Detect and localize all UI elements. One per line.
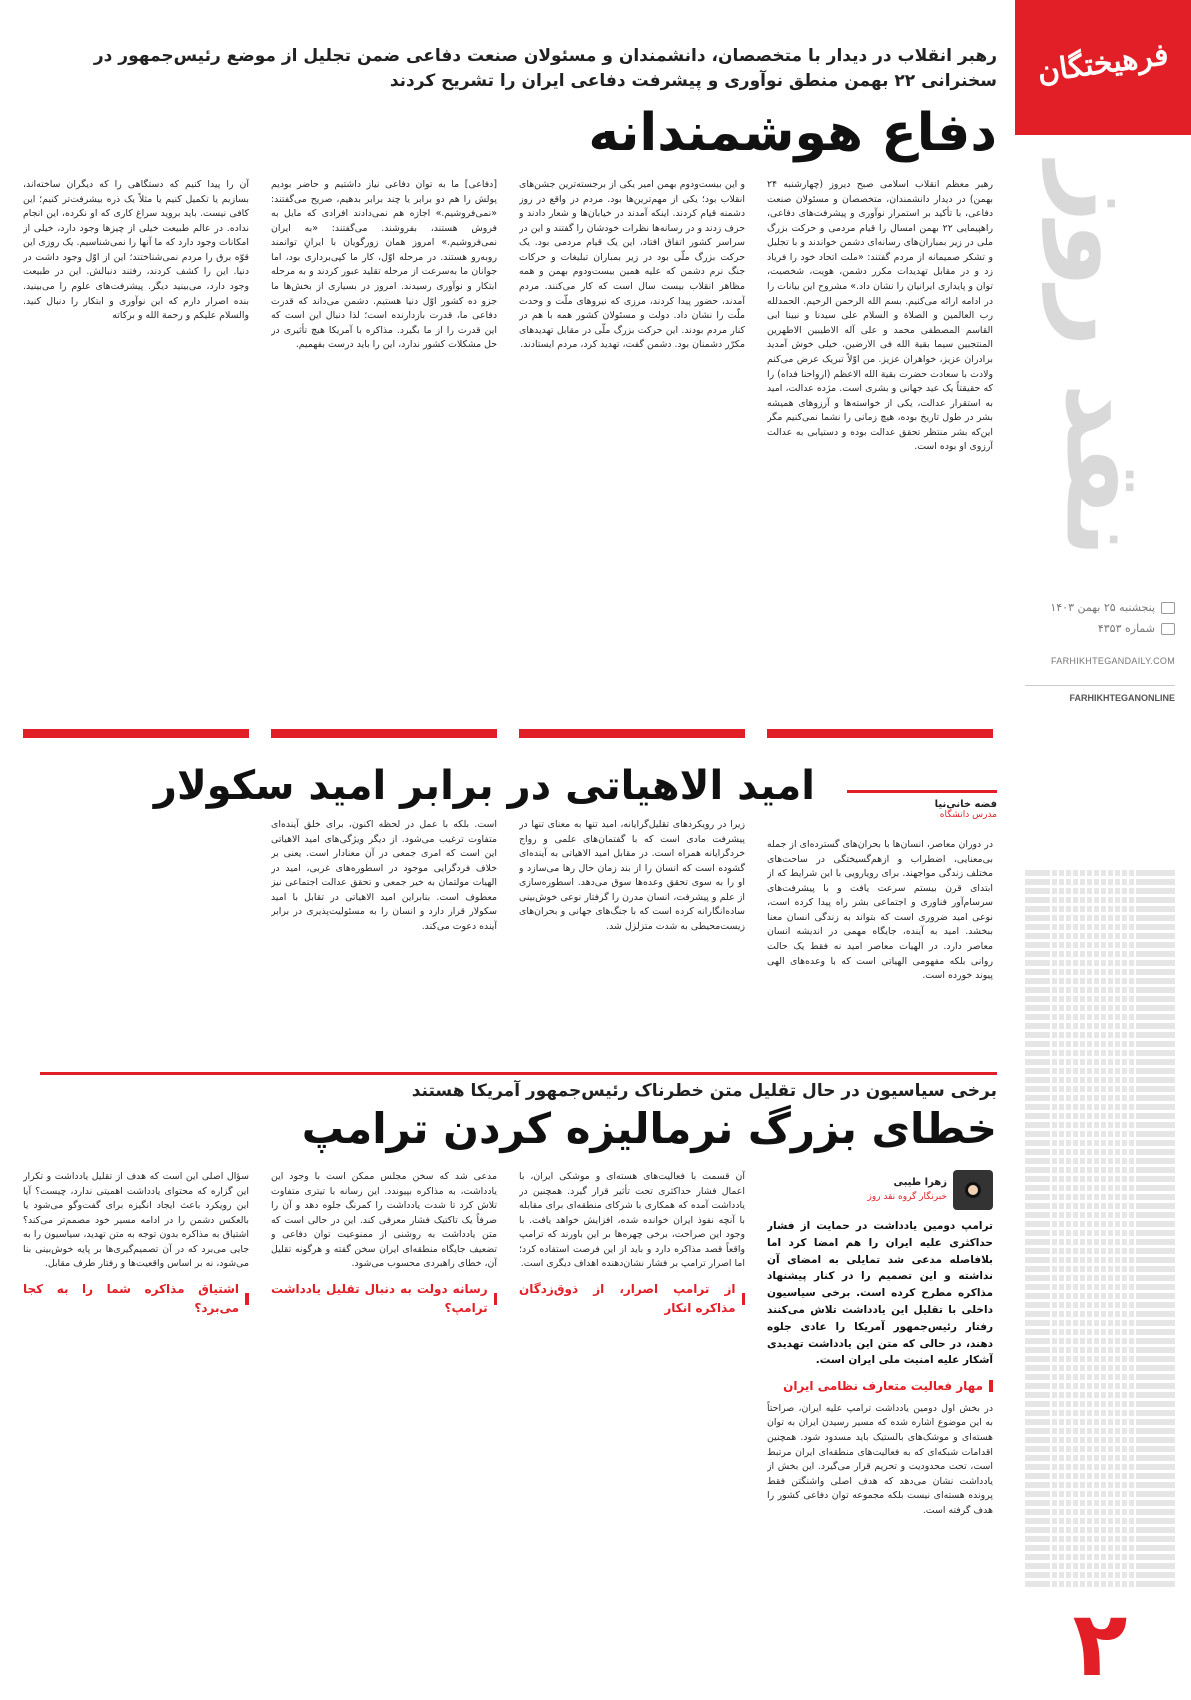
article1-column — [23, 178, 249, 738]
article3-subhead: اشتیاق مذاکره شما را به کجا می‌برد؟ — [23, 1280, 249, 1317]
article1-column — [767, 178, 993, 738]
decorative-stripes — [1025, 870, 1175, 1590]
article1-column — [519, 178, 745, 738]
article3-author-name: زهرا طیبی — [893, 1177, 947, 1189]
article3-column — [23, 1170, 249, 1690]
article3-column — [767, 1170, 993, 1690]
article1-text: آن را پیدا کنیم که دستگاهی را که دیگران ساخته‌اند، بسازیم یا تکمیل کنیم یا مثلاً یک ذره بیشرفت‌تر کنیم؛ این کافی نیست. باید بروید سراغ کاری که او نکرده، این انجام نداده. در عالم طبیعت خیلی از چیزها وجود دارد، خیلی از امکانات وجود دارد که ما آنها را نمی‌شناسیم. یک روزی این قوّه برق را مردم نمی‌شناختند؛ این از اوّل وجود داشت در دنیا. این را کشف کردند، رفتند دنبالش. این در طبیعت وجود دارد، می‌بینید دیگر. پیشرفت‌های علوم را می‌بینید. بنده اصرار دارم که این نوآوری و ابتکار را دنبال کنید. والسلام علیکم و رحمة الله و برکاته — [23, 179, 249, 322]
article2-author-name: فضه خانی‌نیا — [934, 799, 997, 810]
page-number-box — [1025, 1590, 1175, 1700]
column-bar — [767, 729, 993, 738]
article1-text: [دفاعی] ما به توان دفاعی نیاز داشتیم و حاضر بودیم پولش را هم دو برابر یا چند برابر بدهیم، صریح می‌گفتند: «نمی‌فروشیم.» اجازه هم نمی‌دادند افرادی که مایل به فروش هستند، بفروشند. می‌گفتند: «به ایران نمی‌فروشیم.» امروز همان زورگویان با ایرانِ توانمند روبه‌رو هستند. در مرحله اوّل، کار ما کپی‌برداری بود، اما جوانان ما به‌سرعت از مرحله تقلید عبور کردند و به مرحله ابتکار و نوآوری رسیدند. امروز در بسیاری از بخش‌ها ما جزو ده کشور اوّل دنیا هستیم. دشمن می‌داند که قدرت دفاعی ما، قدرت بازدارنده است؛ لذا دنبال این است که این قدرت را از ما بگیرد. مذاکره با آمریکا هیچ تأثیری در حل مشکلات کشور ندارد، این را باید درست بفهمیم. — [271, 179, 497, 351]
article3-subhead: مهار فعالیت متعارف نظامی ایران — [767, 1377, 993, 1396]
newspaper-logo: فرهیختگان — [1035, 36, 1171, 91]
article3-subhead: رسانه دولت به دنبال تقلیل یادداشت ترامپ؟ — [271, 1280, 497, 1317]
column-bar — [23, 729, 249, 738]
section-title — [1025, 150, 1181, 570]
issue-date: پنجشنبه ۲۵ بهمن ۱۴۰۳ — [1050, 601, 1155, 614]
article3-text: در بخش اول دومین یادداشت ترامپ علیه ایران، صراحتاً به این موضوع اشاره شده که مسیر رسیدن ایران به توان هسته‌ای و موشک‌های بالستیک باید مسدود شود. همچنین اقدامات شبکه‌ای که به فعالیت‌های منطقه‌ای ایران مرتبط است، تحت محدودیت و تحریم قرار می‌گیرد. این بخش از یادداشت نشان می‌دهد که هدف اصلی واشنگتن فقط پرونده هسته‌ای نیست بلکه مجموعه توان دفاعی کشور را هدف گرفته است. — [767, 1402, 993, 1516]
article1-headline: دفاع هوشمندانه — [588, 103, 997, 163]
article3-column — [271, 1170, 497, 1690]
article3-text: آن قسمت با فعالیت‌های هسته‌ای و موشکی ایران، با اعمال فشار حداکثری تحت تأثیر قرار گیرد. همچنین در یادداشت آمده که همکاری با شرکای منطقه‌ای برای مقابله با آنچه نفوذ ایران خوانده شده، افزایش خواهد یافت. با وجود این صراحت، برخی چهره‌ها بر این باورند که ترامپ واقعاً قصد مذاکره دارد و باید از این فرصت استفاده کرد؛ اما اصرار ترامپ بر فشار نشان‌دهنده اهداف دیگری است. — [519, 1171, 745, 1270]
issue-number: شماره ۴۳۵۳ — [1097, 622, 1155, 636]
article2-author-role: مدرس دانشگاه — [939, 810, 997, 820]
issue-meta — [1025, 600, 1175, 705]
article2-columns — [23, 818, 993, 1064]
article3-author-role: خبرنگار گروه نقد روز — [867, 1191, 947, 1202]
author-avatar — [953, 1170, 993, 1210]
article2-text: است. بلکه با عمل در لحظه اکنون، برای خلق آینده‌ای متفاوت ترغیب می‌شود. از دیگر ویژگی‌های امید الاهیاتی این است که امری جمعی در آن معنادار است. یعنی بر خلاف فردگرایی موجود در اسطوره‌های غربی، امید در الهیات مولتمان به خیر جمعی و تحقق عدالت اجتماعی نیز معطوف است. بنابراین امید الاهیاتی در تقابل با امید سکولار قرار دارد و انسان را به مسئولیت‌پذیری در برابر آینده دعوت می‌کند. — [271, 819, 497, 933]
article2-headline: امید الاهیاتی در برابر امید سکولار — [153, 763, 815, 809]
section-title-text: نقد روز — [1041, 162, 1164, 558]
article1-kicker: رهبر انقلاب در دیدار با متخصصان، دانشمندان و مسئولان صنعت دفاعی ضمن تجلیل از موضع رئیس‌جمهور در سخنرانی ۲۲ بهمن منطق نوآوری و پیشرفت دفاعی ایران را تشریح کردند — [93, 46, 997, 91]
article2-column — [271, 818, 497, 1064]
calendar-icon — [1161, 602, 1175, 614]
column-bar — [271, 729, 497, 738]
website-link[interactable]: FARHIKHTEGANDAILY.COM — [1051, 655, 1175, 666]
date-row — [1025, 600, 1175, 615]
article3-kicker: برخی سیاسیون در حال تقلیل متن خطرناک رئیس‌جمهور آمریکا هستند — [411, 1081, 997, 1101]
article2-column — [519, 818, 745, 1064]
page-number: ۲ — [1072, 1592, 1128, 1697]
article1-text: و این بیست‌و‌دوم بهمن امیر یکی از برجسته‌ترین جشن‌های انقلاب بود؛ یکی از مهم‌ترین‌ها بود. مردم در واقع در روز دشمنه قیام کردند. اینکه آمدند در خیابان‌ها و شعار دادند و حرف زدند و در رسانه‌ها نظرات خودشان را گفتند و این در سراسر کشور اتفاق افتاد، این یک قیام مردمی بود. یک حرکت بزرگ ملّی بود در زیر بمباران تبلیغات و حرکات جنگ نرم دشمن که علیه همین بیست‌و‌دوم بهمن و همه مظاهر انقلاب بیست سال است که کار می‌کنند. مردم آمدند، حضور پیدا کردند، مرزی که نیروهای ملّت و وحدت ملّت را نشان داد. دولت و مسئولان کشور همه با هم در کنار مردم بودند. این حرکت بزرگ ملّی در مقابل تهدیدهای مکرّر دشمنان بود. دشمن گفت، تهدید کرد، مردم ایستادند. — [519, 179, 745, 351]
logo-block — [1015, 0, 1191, 135]
article2-text: زیرا در رویکرد‌های تقلیل‌گرایانه، امید تنها به معنای تنها در پیشرفت مادی است که با گفتمان‌های علمی و رواج خردگرایانه همراه است. در مقابل امید الاهیاتی به آینده‌ای گشوده است که انسان را از بند زمان حال رها می‌سازد و او را به سوی تحقق وعده‌ها سوق می‌دهد. اسطوره‌سازی از علم و پیشرفت، انسان مدرن را گرفتار نوعی خوش‌بینی ساده‌انگارانه کرده است که با جنگ‌های جهانی و بحران‌های زیست‌محیطی به شدت متزلزل شد. — [519, 819, 745, 933]
article2-column-empty — [23, 818, 249, 1064]
avatar-head — [965, 1182, 981, 1198]
article2-byline — [847, 790, 997, 820]
article1-text: رهبر معظم انقلاب اسلامی صبح دیروز (چهارشنبه ۲۴ بهمن) در دیدار دانشمندان، متخصصان و مسئولان صنعت دفاعی، با تأکید بر استمرار نوآوری و پیشرفت‌های دفاعی، راهپیمایی ۲۲ بهمن امسال را قیام مردمی و حرکت بزرگ ملی در زیر بمباران‌های رسانه‌ای دشمن خواندند و با تجلیل و تشکر صمیمانه از مردم گفتند: «ملت اتحاد خود را فریاد زد و در مقابل تهدیدات مکرر دشمن، هویت، شخصیت، توان و پایداری ایرانیان را نشان داد.» مشروح این بیانات را در ادامه ارائه می‌کنیم. بسم الله الرحمن الرحیم. الحمدلله رب العالمین و الصلاة و السلام علی سیدنا و نبینا ابی القاسم المصطفی محمد و علی آله الاطیبین الاطهرین المنتجبین سیما بقیة الله فی الارضین. خیلی خوش آمدید برادران عزیز، خواهران عزیز. من اوّلاً تبریک عرض می‌کنم ولادت با سعادت حضرت بقیة الله الاعظم (ارواحنا فداه) را که حقیقتاً یک عید جهانی و بشری است. مژده عدالت، امید به استقرار عدالت، یکی از خواسته‌ها و آرزوهای همیشه بشر در طول تاریخ بوده، هیچ زمانی را نشما نمی‌کنیم مگر این‌که بشر منتظر تحقق عدالت بوده و دستیابی به عدالت آرزوی او بوده است. — [767, 179, 993, 453]
column-bar — [519, 729, 745, 738]
article1-columns — [23, 178, 993, 738]
article3-text: مدعی شد که سخن مجلس ممکن است با وجود این یادداشت، به مذاکره بپیوندد. این رسانه با تیتری متفاوت تلاش کرد تا شدت یادداشت را کمرنگ جلوه دهد و آن را صرفاً یک تاکتیک فشار معرفی کند. این در حالی است که متن یادداشت به روشنی از ممنوعیت توان دفاعی و تضعیف جایگاه منطقه‌ای ایران سخن گفته و هرگونه تقلیل آن، خطای راهبردی محسوب می‌شود. — [271, 1171, 497, 1270]
section-divider — [40, 1072, 997, 1075]
sidebar — [1015, 0, 1191, 1700]
article3-lead: ترامپ دومین یادداشت در حمایت از فشار حداکثری علیه ایران را هم امضا کرد اما بلافاصله مدعی شد تمایلی به امضای آن نداشته و این تصمیم را در کنار پیشنهاد مذاکره مطرح کرده است. برخی سیاسیون داخلی با تقلیل این یادداشت تلاش می‌کنند رفتار رئیس‌جمهور آمریکا را عادی جلوه دهند، در حالی که متن این یادداشت تهدیدی آشکار علیه امنیت ملی ایران است. — [767, 1220, 993, 1367]
article3-headline: خطای بزرگ نرمالیزه کردن ترامپ — [301, 1104, 997, 1153]
article3-columns — [23, 1170, 993, 1690]
social-handle[interactable]: FARHIKHTEGANONLINE — [1025, 685, 1175, 705]
article3-byline — [767, 1170, 993, 1210]
article3-subhead: از ترامپ اصرار، از ذوق‌زدگان مذاکره انکار — [519, 1280, 745, 1317]
article3-text: سؤال اصلی این است که هدف از تقلیل یادداشت و تکرار این گزاره که محتوای یادداشت اهمیتی ندارد، چیست؟ آیا این رویکرد باعث ایجاد انگیزه برای گفت‌وگو می‌شود یا بالعکس دشمن را در ادامه مسیر خود مصمم‌تر می‌کند؟ اشتیاق به مذاکره بدون توجه به متن تهدید، سیاسیون را به جایی می‌برد که در آن تصمیم‌گیری‌ها بر پایه خوش‌بینی بنا می‌شود، نه بر اساس واقعیت‌ها و رفتار طرف مقابل. — [23, 1171, 249, 1270]
article2-text: در دوران معاصر، انسان‌ها با بحران‌های گسترده‌ای از جمله بی‌معنایی، اضطراب و ازهم‌گسیختگی در ساحت‌های مختلف زندگی مواجهند. برای رویارویی با این شرایط که از ابتدای قرن بیستم سرعت یافت و با پیشرفت‌های سرسام‌آور فناوری و اجتماعی بشر راه پیدا کرده است، نوعی امید ضروری است که بتواند به زندگی انسان معنا ببخشد. امید به آینده، جایگاه مهمی در اندیشه انسان معاصر دارد. در الهیات معاصر امید نه فقط یک حالت روانی بلکه مفهومی الهیاتی است که با وعده‌های الهی پیوند خورده است. — [767, 839, 993, 982]
issue-row — [1025, 621, 1175, 636]
article1-column — [271, 178, 497, 738]
article2-column — [767, 818, 993, 1064]
article3-column — [519, 1170, 745, 1690]
newspaper-icon — [1161, 623, 1175, 635]
